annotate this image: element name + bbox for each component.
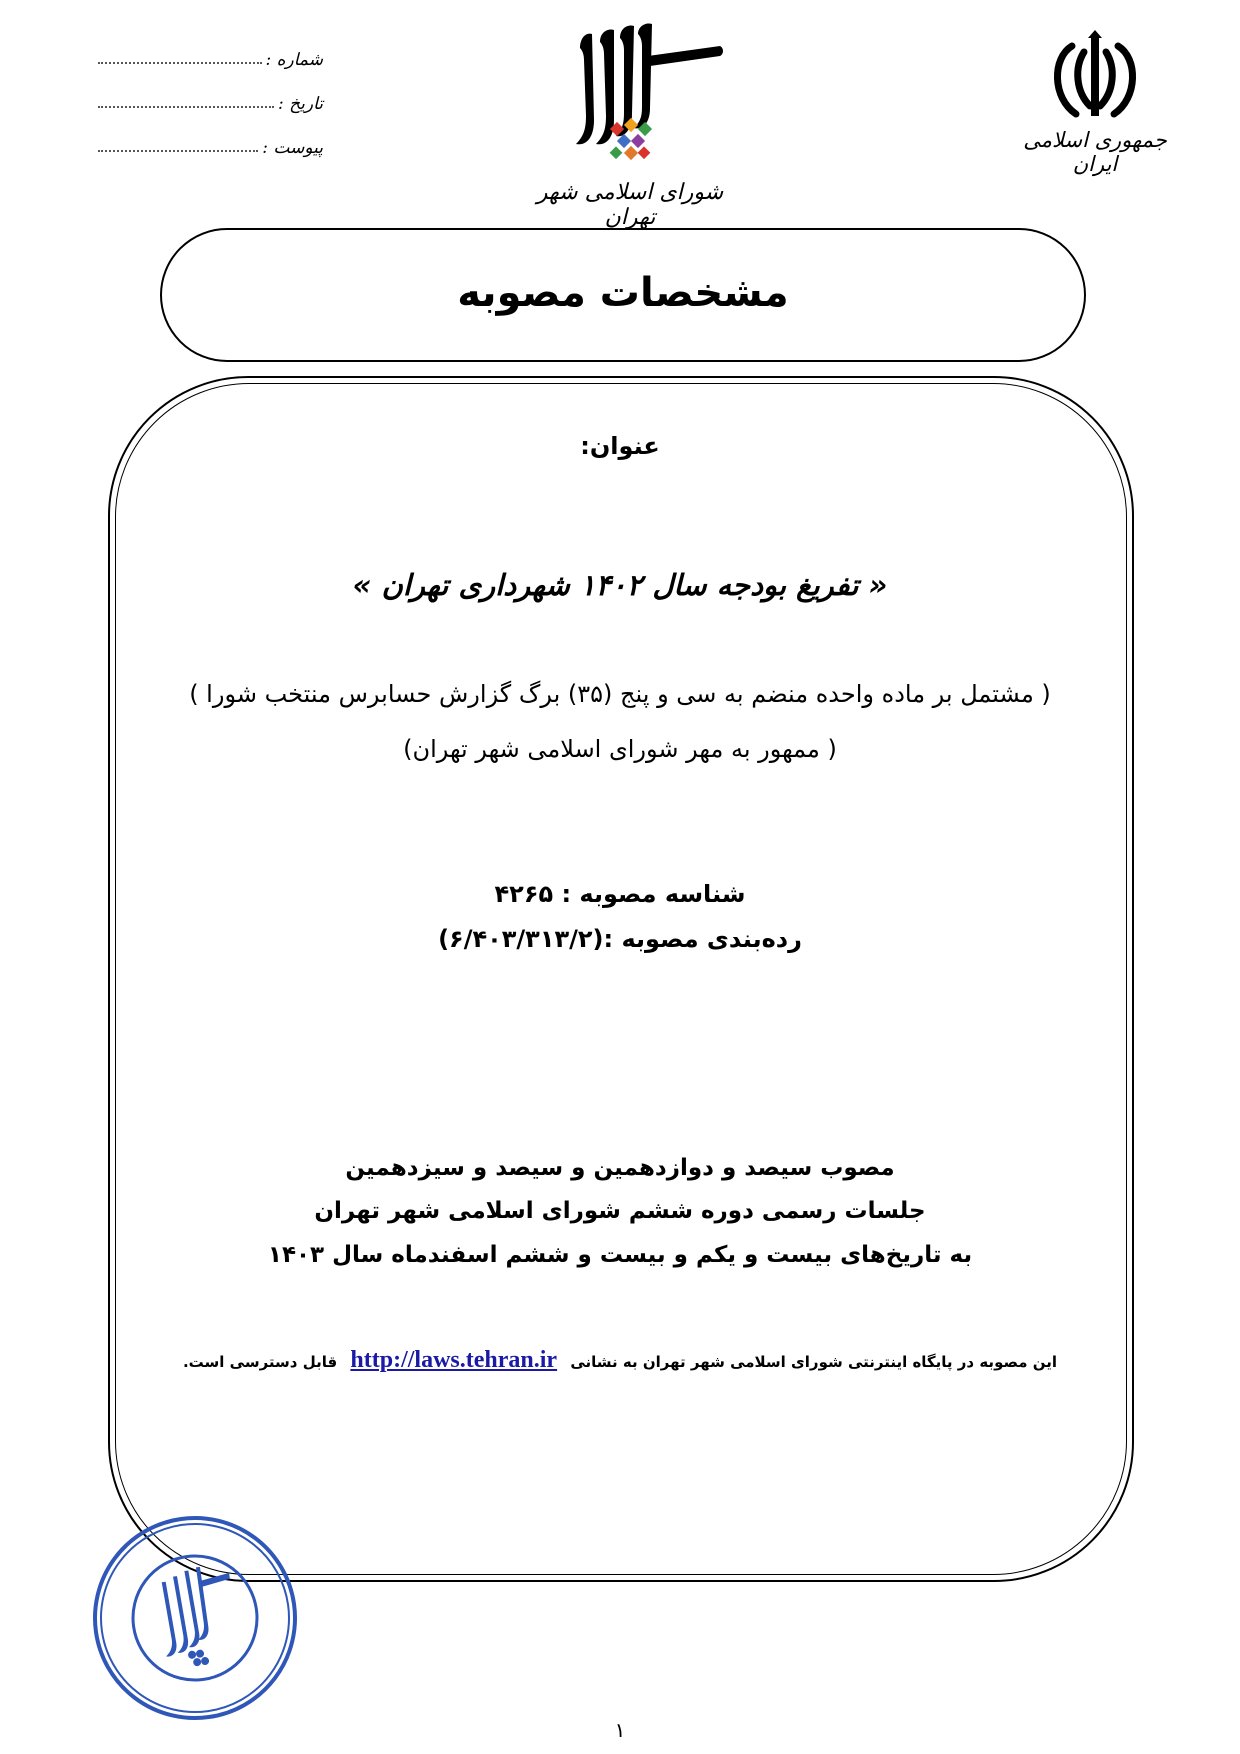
number-dotted-line	[98, 61, 262, 64]
iran-emblem	[1010, 28, 1180, 176]
council-seal-stamp	[85, 1508, 305, 1728]
iran-emblem-icon	[1010, 28, 1180, 128]
date-field	[98, 84, 323, 114]
description-line-1: ( مشتمل بر ماده واحده منضم به سی و پنج (۳۵) برگ گزارش حسابرس منتخب شورا )	[189, 680, 1051, 708]
approval-line-3: به تاریخ‌های بیست و یکم و بیست و ششم اسفندماه سال ۱۴۰۳	[267, 1242, 973, 1268]
attachment-dotted-line	[98, 149, 258, 152]
approval-line-1: مصوب سیصد و دوازدهمین و سیصد و سیزدهمین	[345, 1155, 895, 1181]
resolution-title: « تفریغ بودجه سال ۱۴۰۲ شهرداری تهران »	[352, 568, 888, 602]
availability-suffix: قابل دسترسی است.	[182, 1353, 338, 1371]
attachment-label: پیوست :	[262, 138, 323, 158]
availability-prefix: این مصوبه در پایگاه اینترنتی شورای اسلامی شهر تهران به نشانی	[570, 1353, 1058, 1371]
iran-emblem-text: جمهوری اسلامی ایران	[1023, 128, 1167, 176]
description-line-2: ( ممهور به مهر شورای اسلامی شهر تهران)	[403, 735, 837, 763]
date-label: تاریخ :	[278, 94, 323, 114]
availability-note	[140, 1347, 1100, 1374]
council-logo-text: شورای اسلامی شهر تهران	[536, 180, 724, 230]
council-seal-icon	[85, 1508, 305, 1728]
title-label: عنوان:	[580, 432, 660, 460]
content-frame-inner	[115, 383, 1127, 1575]
page-title: مشخصات مصوبه	[457, 270, 789, 316]
number-label: شماره :	[265, 50, 323, 70]
council-logo-icon	[520, 20, 740, 180]
resolution-classification: رده‌بندی مصوبه :(۶/۴۰۳/۳۱۳/۲)	[438, 925, 802, 953]
council-logo	[520, 20, 740, 230]
approval-line-2: جلسات رسمی دوره ششم شورای اسلامی شهر تهران	[314, 1198, 926, 1224]
number-field	[98, 40, 323, 70]
resolution-id: شناسه مصوبه : ۴۲۶۵	[494, 880, 746, 908]
page-number: ۱	[614, 1718, 626, 1742]
attachment-field	[98, 128, 323, 158]
laws-website-link[interactable]: http://laws.tehran.ir	[350, 1347, 558, 1373]
date-dotted-line	[98, 105, 274, 108]
